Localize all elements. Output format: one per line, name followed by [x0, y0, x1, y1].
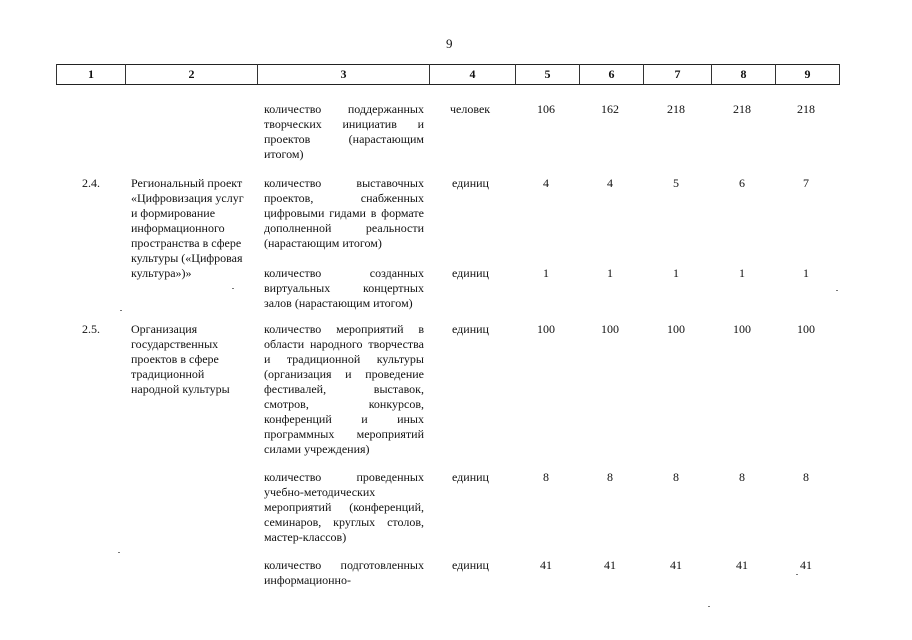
table-row-2-indicator: количество выставочных проектов, снабженных цифровыми гидами в формате дополненной реальности (нарастающим итогом)	[264, 176, 424, 250]
table-row-2-number: 2.4.	[82, 176, 100, 190]
table-row-3-indicator: количество созданных виртуальных концертных залов (нарастающим итогом)	[264, 266, 424, 310]
header-col-5: 5	[516, 64, 580, 85]
table-row-5-value-8: 8	[739, 470, 745, 484]
table-row-6-value-5: 41	[540, 558, 552, 572]
table-row-4-indicator: количество мероприятий в области народного творчества и традиционной культуры (организация и проведение фестивалей, выставок, смотров, конкурсов, конференций и иных программных мероприятий силами учреждения)	[264, 322, 424, 456]
table-row-6-value-7: 41	[670, 558, 682, 572]
table-row-2-value-6: 4	[607, 176, 613, 190]
table-row-4-value-8: 100	[733, 322, 751, 336]
table-row-3-value-6: 1	[607, 266, 613, 280]
table-row-1-value-5: 106	[537, 102, 555, 116]
table-header-row	[56, 64, 840, 85]
table-row-1-value-9: 218	[797, 102, 815, 116]
scan-speck	[796, 574, 798, 575]
header-col-3: 3	[258, 64, 430, 85]
table-row-4-value-7: 100	[667, 322, 685, 336]
table-row-5-value-5: 8	[543, 470, 549, 484]
table-row-5-unit: единиц	[452, 470, 489, 484]
header-col-2: 2	[126, 64, 258, 85]
table-row-6-indicator: количество подготовленных информационно-	[264, 558, 424, 587]
page-number: 9	[446, 36, 453, 51]
table-row-5-value-9: 8	[803, 470, 809, 484]
header-col-7: 7	[644, 64, 712, 85]
table-row-4-unit: единиц	[452, 322, 489, 336]
table-row-2-value-7: 5	[673, 176, 679, 190]
table-row-6-value-8: 41	[736, 558, 748, 572]
table-row-4-value-9: 100	[797, 322, 815, 336]
table-row-4-project: Организация государственных проектов в сфере традиционной народной культуры	[131, 322, 230, 396]
table-row-2-value-8: 6	[739, 176, 745, 190]
table-row-5-value-6: 8	[607, 470, 613, 484]
table-row-4-value-6: 100	[601, 322, 619, 336]
table-row-3-value-8: 1	[739, 266, 745, 280]
table-row-6-value-6: 41	[604, 558, 616, 572]
table-row-3-value-9: 1	[803, 266, 809, 280]
table-row-3-value-7: 1	[673, 266, 679, 280]
table-row-1-value-7: 218	[667, 102, 685, 116]
table-row-1-indicator: количество поддержанных творческих инициатив и проектов (нарастающим итогом)	[264, 102, 424, 161]
header-col-8: 8	[712, 64, 776, 85]
scan-speck	[708, 606, 710, 607]
table-row-6-value-9: 41	[800, 558, 812, 572]
scan-speck	[120, 310, 122, 311]
table-row-5-indicator: количество проведенных учебно-методических мероприятий (конференций, семинаров, круглых столов, мастер-классов)	[264, 470, 424, 544]
table-row-4-value-5: 100	[537, 322, 555, 336]
table-row-2-value-9: 7	[803, 176, 809, 190]
table-row-1-value-6: 162	[601, 102, 619, 116]
header-col-6: 6	[580, 64, 644, 85]
table-row-6-unit: единиц	[452, 558, 489, 572]
table-row-3-value-5: 1	[543, 266, 549, 280]
table-row-2-unit: единиц	[452, 176, 489, 190]
header-col-4: 4	[430, 64, 516, 85]
scan-speck	[836, 290, 838, 291]
table-header-rule	[56, 84, 840, 85]
table-row-2-value-5: 4	[543, 176, 549, 190]
table-row-3-unit: единиц	[452, 266, 489, 280]
table-row-1-value-8: 218	[733, 102, 751, 116]
scan-speck	[118, 552, 120, 553]
table-row-1-unit: человек	[450, 102, 491, 116]
table-row-4-number: 2.5.	[82, 322, 100, 336]
table-row-2-project: Региональный проект «Цифровизация услуг и формирование информационного пространства в сфере культуры («Цифровая культура»)»	[131, 176, 244, 280]
header-col-1: 1	[56, 64, 126, 85]
scan-speck	[232, 288, 234, 289]
header-col-9: 9	[776, 64, 840, 85]
table-row-5-value-7: 8	[673, 470, 679, 484]
